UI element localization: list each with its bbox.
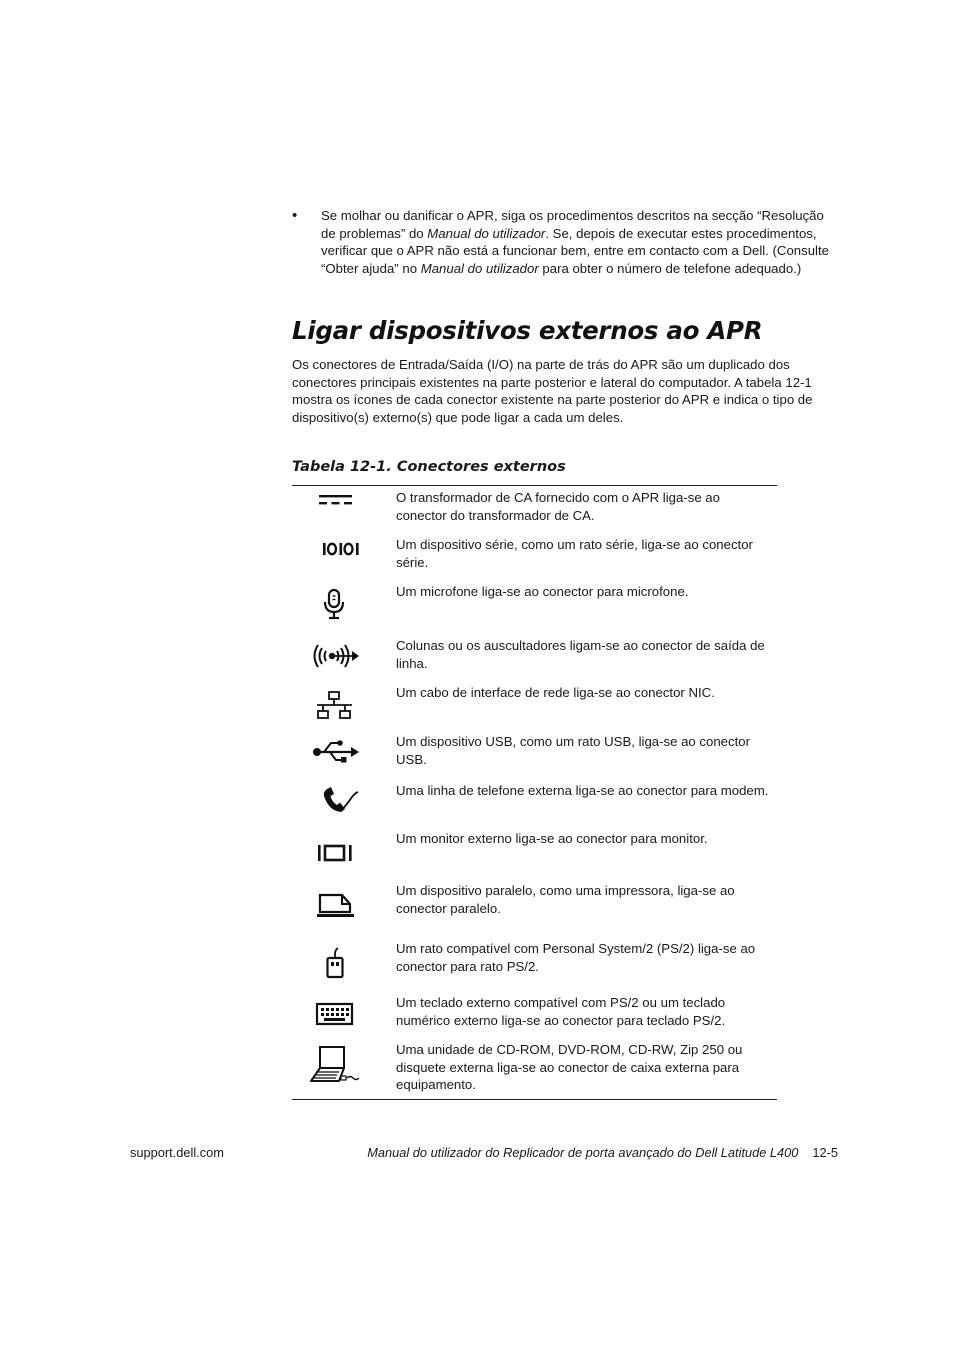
connector-description: Um dispositivo USB, como um rato USB, liga-se ao conector USB.: [396, 734, 751, 767]
connector-description: Uma unidade de CD-ROM, DVD-ROM, CD-RW, Zip 250 ou disquete externa liga-se ao conector de caixa externa para equipamento.: [396, 1042, 743, 1093]
connector-description: Um microfone liga-se ao conector para microfone.: [396, 584, 689, 599]
connector-description: Um rato compatível com Personal System/2 (PS/2) liga-se ao conector para rato PS/2.: [396, 941, 756, 974]
connector-description: Um teclado externo compatível com PS/2 ou um teclado numérico externo liga-se ao conector para teclado PS/2.: [396, 995, 726, 1028]
connector-description: Um cabo de interface de rede liga-se ao conector NIC.: [396, 685, 715, 700]
footer-manual-name: Manual do utilizador do Replicador de porta avançado do Dell Latitude L400: [367, 1145, 799, 1160]
connector-description: Uma linha de telefone externa liga-se ao conector para modem.: [396, 783, 769, 798]
table-caption: Tabela 12-1. Conectores externos: [292, 459, 566, 475]
section-title: Ligar dispositivos externos ao APR: [292, 316, 763, 345]
bullet-item: [292, 207, 837, 277]
page-number: 12-5: [812, 1145, 838, 1160]
table-bottom-rule: [292, 1099, 777, 1100]
table-top-rule: [292, 485, 777, 486]
bullet-text-part: para obter o número de telefone adequado.): [538, 260, 802, 276]
serial-icon: [306, 541, 362, 557]
connector-description: Um monitor externo liga-se ao conector para monitor.: [396, 831, 708, 846]
bullet-text-part: . Se, depois de executar estes procedimentos, verificar que o APR não está a funcionar bem, entre em contacto com a Dell. (Consulte “Obter ajuda” no: [321, 225, 829, 276]
keyboard-icon: [306, 1001, 362, 1027]
manual-reference: Manual do utilizador: [427, 225, 546, 241]
section-intro: Os conectores de Entrada/Saída (I/O) na parte de trás do APR são um duplicado dos conectores principais existentes na parte posterior e lateral do computador. A tabela 12-1 mostra os ícones de cada conector existente na parte posterior do APR e indica o tipo de dispositivo(s) externo(s) que pode ligar a cada um deles.: [292, 357, 813, 426]
connector-description: Colunas ou os auscultadores ligam-se ao conector de saída de linha.: [396, 638, 765, 671]
ps2-mouse-icon: [306, 947, 362, 979]
connector-description: O transformador de CA fornecido com o APR liga-se ao conector do transformador de CA.: [396, 490, 720, 523]
connector-description: Um dispositivo série, como um rato série, liga-se ao conector série.: [396, 537, 753, 570]
media-bay-icon: [306, 1045, 362, 1087]
modem-icon: [306, 785, 362, 817]
manual-reference: Manual do utilizador: [420, 260, 539, 276]
bullet-text-part: Se molhar ou danificar o APR, siga os procedimentos descritos na secção “Resolução de problemas” do: [321, 208, 824, 241]
ac-adapter-icon: [306, 493, 362, 507]
parallel-icon: [306, 893, 362, 919]
network-icon: [306, 691, 362, 721]
microphone-icon: [306, 588, 362, 620]
monitor-icon: [306, 842, 362, 864]
line-out-icon: [306, 640, 362, 672]
bullet-marker: •: [292, 207, 298, 224]
connector-description: Um dispositivo paralelo, como uma impressora, liga-se ao conector paralelo.: [396, 883, 735, 916]
footer-manual-title: [367, 1145, 838, 1160]
footer-site: support.dell.com: [130, 1145, 224, 1160]
bullet-text: [321, 207, 837, 277]
usb-icon: [306, 738, 362, 766]
